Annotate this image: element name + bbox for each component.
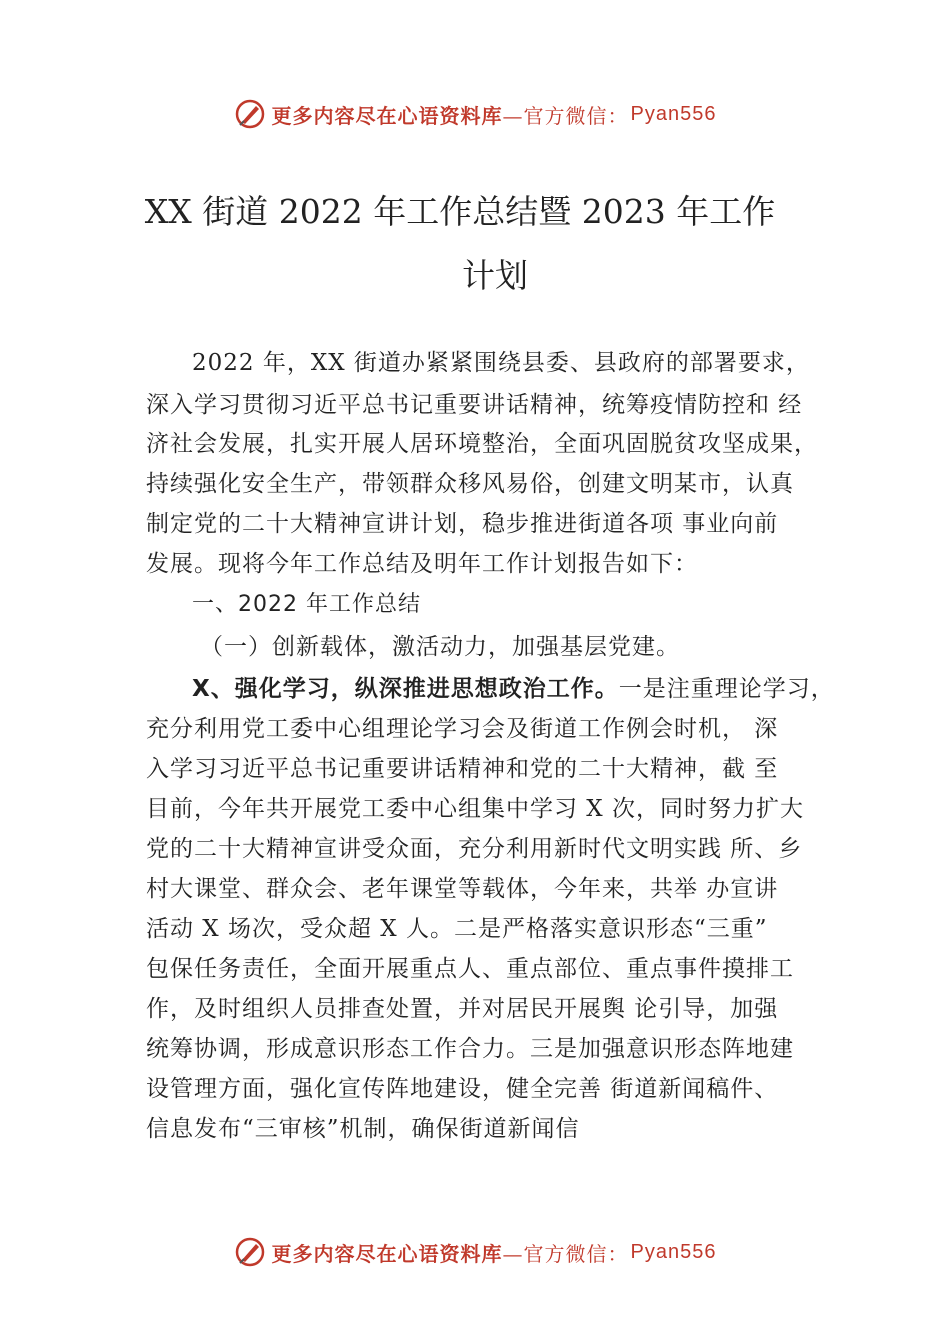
quill-logo-icon xyxy=(234,1236,266,1268)
document-title-line-2: 计划 xyxy=(462,256,528,295)
banner-main-text: 更多内容尽在心语资料库 xyxy=(271,103,503,128)
banner-wechat-id: Pyan556 xyxy=(630,102,717,125)
document-title-line-1: XX 街道 2022 年工作总结暨 2023 年工作 xyxy=(144,192,776,231)
item-line: 信息发布“三审核”机制，确保街道新闻信 xyxy=(146,1116,580,1142)
item-line: 村大课堂、群众会、老年课堂等载体，今年来，共举 办宣讲 xyxy=(146,876,779,902)
intro-line: 济社会发展，扎实开展人居环境整治，全面巩固脱贫攻坚成果， xyxy=(146,431,818,457)
intro-line: 持续强化安全生产，带领群众移风易俗，创建文明某市，认真 xyxy=(146,471,794,497)
item-line: 活动 X 场次，受众超 X 人。二是严格落实意识形态“三重” xyxy=(146,916,768,942)
intro-line: 深入学习贯彻习近平总书记重要讲话精神，统筹疫情防控和 经 xyxy=(146,392,803,418)
subsection-heading: （一）创新载体，激活动力，加强基层党建。 xyxy=(200,634,680,660)
item-line: 充分利用党工委中心组理论学习会及街道工作例会时机， 深 xyxy=(146,716,779,742)
item-first-text: 一是注重理论学习， xyxy=(618,676,835,702)
item-line: 入学习习近平总书记重要讲话精神和党的二十大精神，截 至 xyxy=(146,756,779,782)
item-line: 目前，今年共开展党工委中心组集中学习 X 次，同时努力扩大 xyxy=(146,796,804,822)
section-heading: 一、2022 年工作总结 xyxy=(192,592,421,617)
banner-sub-text: —官方微信： xyxy=(502,103,629,128)
banner-wechat-id: Pyan556 xyxy=(630,1240,717,1263)
item-line: 作，及时组织人员排查处置，并对居民开展舆 论引导，加强 xyxy=(146,996,779,1022)
item-line: 设管理方面，强化宣传阵地建设，健全完善 街道新闻稿件、 xyxy=(146,1076,779,1102)
intro-line: 2022 年，XX 街道办紧紧围绕县委、县政府的部署要求， xyxy=(192,350,810,376)
item-line: 党的二十大精神宣讲受众面，充分利用新时代文明实践 所、乡 xyxy=(146,836,803,862)
item-bold-heading: X、强化学习，纵深推进思想政治工作。 xyxy=(192,676,619,702)
banner-sub-text: —官方微信： xyxy=(502,1241,629,1266)
item-line: 包保任务责任，全面开展重点人、重点部位、重点事件摸排工 xyxy=(146,956,794,982)
item-line: 统筹协调，形成意识形态工作合力。三是加强意识形态阵地建 xyxy=(146,1036,794,1062)
quill-logo-icon xyxy=(234,98,266,130)
intro-line: 发展。现将今年工作总结及明年工作计划报告如下： xyxy=(146,551,698,577)
footer-banner xyxy=(0,1232,950,1272)
item-first-line xyxy=(192,672,892,706)
header-banner xyxy=(0,94,950,134)
intro-line: 制定党的二十大精神宣讲计划，稳步推进街道各项 事业向前 xyxy=(146,511,779,537)
banner-main-text: 更多内容尽在心语资料库 xyxy=(271,1241,503,1266)
